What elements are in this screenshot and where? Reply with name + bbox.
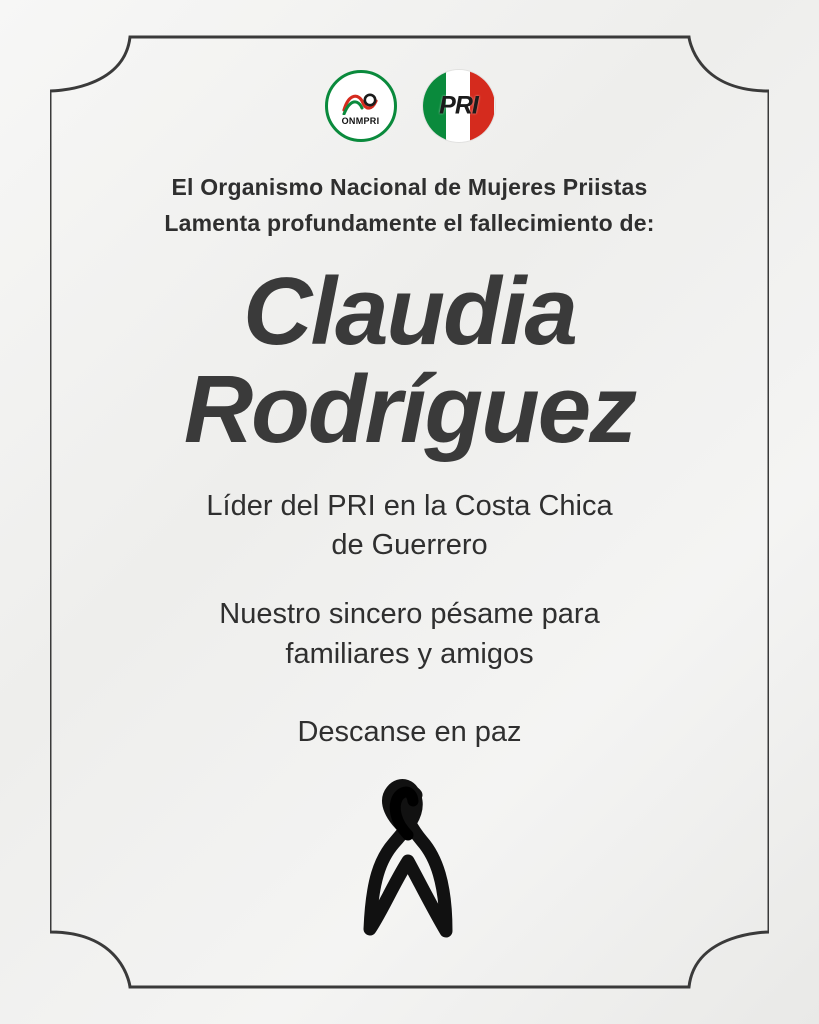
deceased-name (183, 258, 636, 464)
deceased-role (206, 487, 612, 565)
condolence-line-1: Nuestro sincero pésame para (219, 598, 600, 631)
intro-line-2: Lamenta profundamente el fallecimiento de: (164, 209, 655, 236)
onmpri-logo-caption: ONMPRI (341, 115, 380, 126)
intro-text (164, 170, 654, 241)
role-line-2: de Guerrero (331, 529, 488, 562)
pri-logo (423, 70, 495, 142)
condolence-line-2: familiares y amigos (285, 637, 534, 670)
role-line-1: Líder del PRI en la Costa Chica (206, 490, 613, 523)
onmpri-emblem-icon (341, 89, 381, 115)
black-mourning-ribbon-icon (350, 771, 470, 941)
deceased-first-name: Claudia (243, 258, 576, 366)
deceased-last-name: Rodríguez (183, 356, 636, 464)
rest-in-peace-text: Descanse en paz (297, 715, 522, 748)
onmpri-logo (325, 70, 397, 142)
pri-logo-caption: PRI (439, 91, 478, 120)
logo-row (325, 70, 495, 142)
condolence-message (219, 595, 599, 673)
intro-line-1: El Organismo Nacional de Mujeres Priistas (171, 174, 648, 200)
